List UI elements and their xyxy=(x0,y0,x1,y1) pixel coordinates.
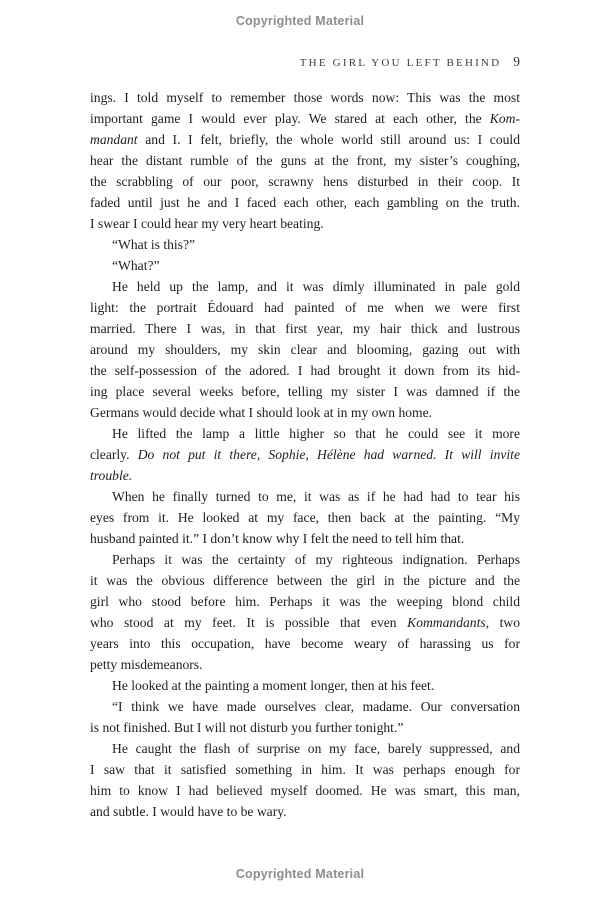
text-line: husband painted it.” I don’t know why I felt the need to tell him that. xyxy=(90,531,465,546)
text-line: “What is this?” xyxy=(112,237,196,252)
text-line: trouble. xyxy=(90,468,133,483)
copyright-notice-bottom: Copyrighted Material xyxy=(235,867,365,881)
text-line: mandant and I. I felt, briefly, the whole world still around us: I could xyxy=(90,132,520,147)
text-line: Perhaps it was the certainty of my righteous indignation. Perhaps xyxy=(112,552,520,567)
text-line: “What?” xyxy=(112,258,160,273)
text-line: the self-possession of the adored. I had brought it down from its hid- xyxy=(90,363,520,378)
text-line: clearly. Do not put it there, Sophie, Hélène had warned. It will invite xyxy=(90,447,520,462)
text-line: who stood at my feet. It is possible that even Kommandants, two xyxy=(90,615,521,630)
text-line: When he finally turned to me, it was as if he had had to tear his xyxy=(112,489,520,504)
text-line: around my shoulders, my skin clear and blooming, gazing out with xyxy=(90,342,520,357)
text-line: light: the portrait Édouard had painted of me when we were first xyxy=(90,300,520,315)
text-line: I swear I could hear my very heart beating. xyxy=(90,216,324,231)
text-line: it was the obvious difference between the girl in the picture and the xyxy=(90,573,520,588)
text-line: eyes from it. He looked at my face, then back at the painting. “My xyxy=(90,510,520,525)
text-line: He held up the lamp, and it was dimly illuminated in pale gold xyxy=(112,279,520,294)
text-line: faded until just he and I faced each other, each gambling on the truth. xyxy=(90,195,520,210)
text-line: hear the distant rumble of the guns at the front, my sister’s coughing, xyxy=(90,153,520,168)
running-header-title: THE GIRL YOU LEFT BEHIND xyxy=(299,57,502,69)
text-line: married. There I was, in that first year, my hair thick and lustrous xyxy=(90,321,520,336)
text-line: I saw that it satisfied something in him. It was perhaps enough for xyxy=(90,762,520,777)
text-line: ings. I told myself to remember those words now: This was the most xyxy=(90,90,520,105)
text-line: important game I would ever play. We stared at each other, the Kom- xyxy=(90,111,520,126)
text-line: years into this occupation, have become weary of harassing us for xyxy=(90,636,520,651)
page-body-text xyxy=(90,87,520,822)
text-line: ing place several weeks before, telling my sister I was damned if the xyxy=(90,384,520,399)
running-header xyxy=(90,54,520,70)
text-line: the scrabbling of our poor, scrawny hens disturbed in their coop. It xyxy=(90,174,520,189)
text-line: girl who stood before him. Perhaps it was the weeping blond child xyxy=(90,594,520,609)
text-line: and subtle. I would have to be wary. xyxy=(90,804,287,819)
copyright-notice-top: Copyrighted Material xyxy=(235,14,365,28)
text-line: petty misdemeanors. xyxy=(90,657,203,672)
text-line: He looked at the painting a moment longer, then at his feet. xyxy=(112,678,435,693)
text-line: Germans would decide what I should look at in my own home. xyxy=(90,405,433,420)
text-line: him to know I had believed myself doomed. He was smart, this man, xyxy=(90,783,520,798)
page-number: 9 xyxy=(513,54,520,69)
text-line: He caught the flash of surprise on my face, barely suppressed, and xyxy=(112,741,520,756)
text-line: is not finished. But I will not disturb you further tonight.” xyxy=(90,720,404,735)
text-line: He lifted the lamp a little higher so that he could see it more xyxy=(112,426,520,441)
text-line: “I think we have made ourselves clear, madame. Our conversation xyxy=(112,699,520,714)
